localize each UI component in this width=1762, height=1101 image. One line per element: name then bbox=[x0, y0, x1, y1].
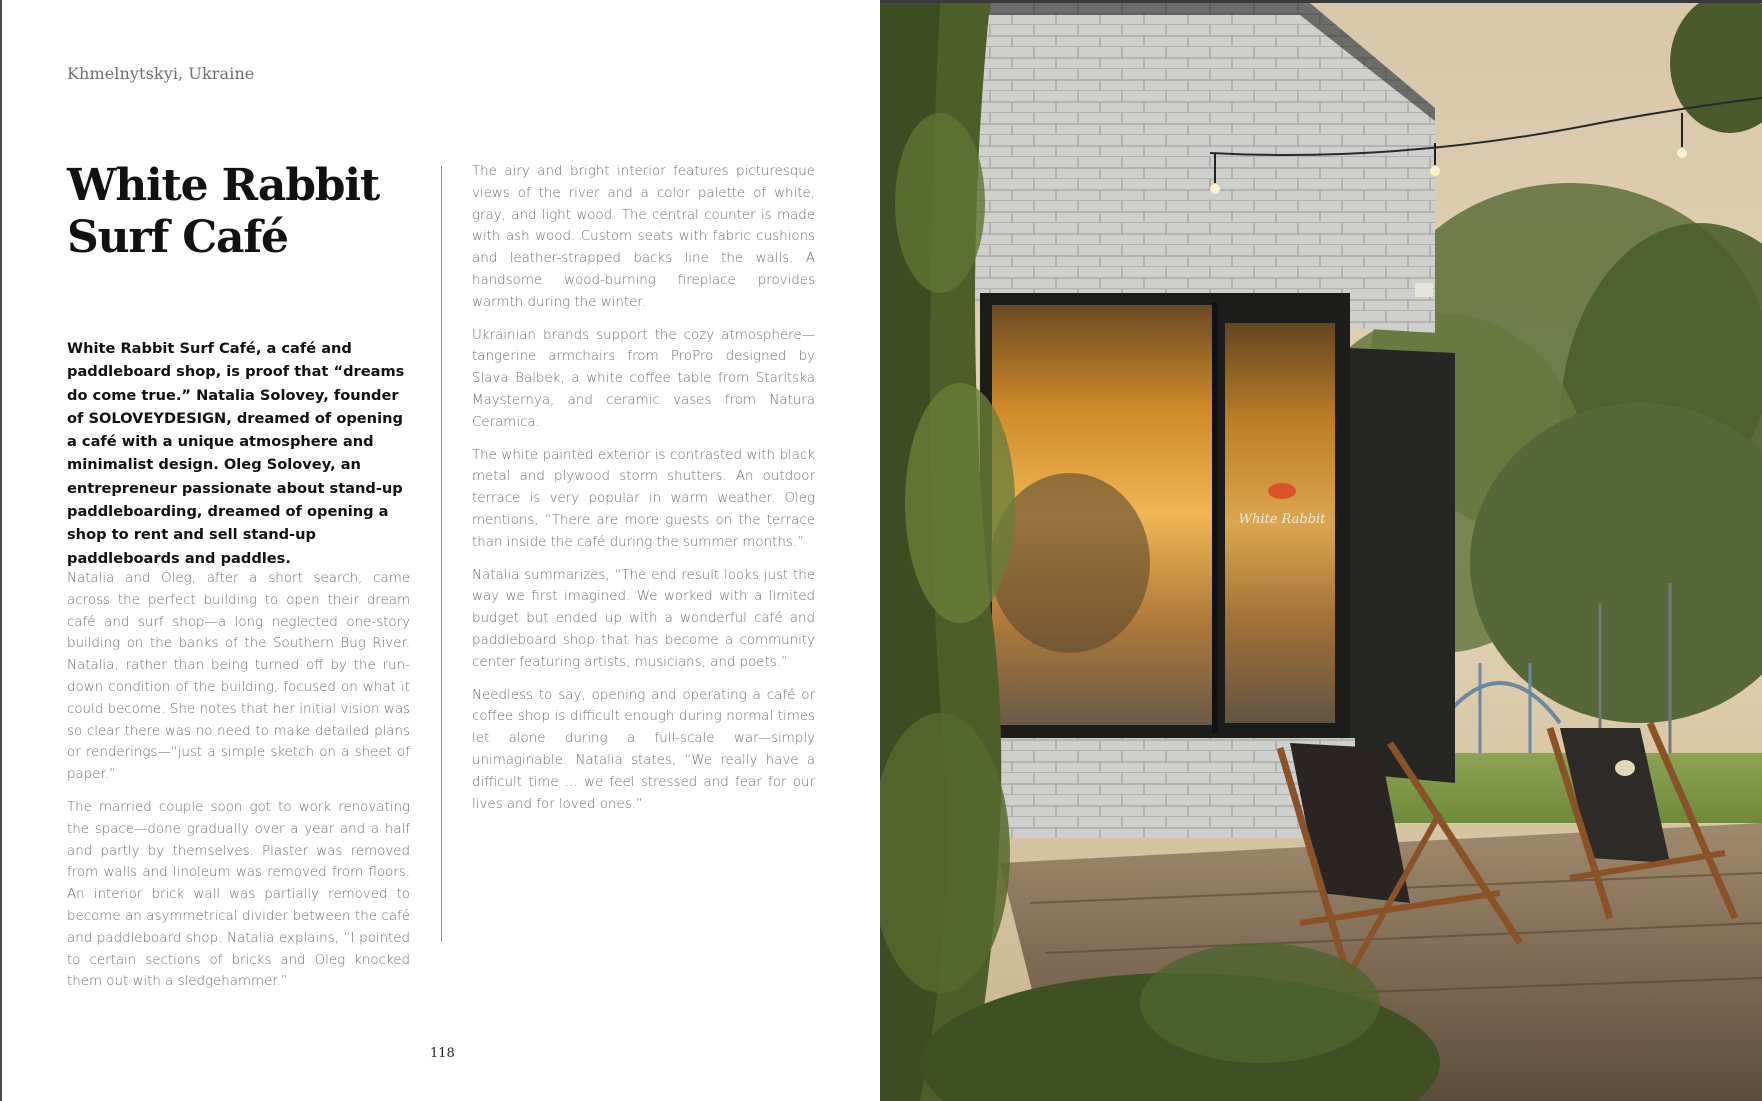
text-page bbox=[0, 0, 880, 1101]
body-paragraph: The airy and bright interior features picturesque views of the river and a color palette of white, gray, and light wood. The central counter is made with ash wood. Custom seats with fabric cushions and leather-strapped backs line the walls. A handsome wood-burning fireplace provides warmth during the winter. bbox=[472, 164, 815, 310]
photo-page bbox=[880, 3, 1762, 1101]
body-paragraph: Ukrainian brands support the cozy atmosphere—tangerine armchairs from ProPro designed by Slava Balbek, a white coffee table from Staritska Maysternya, and ceramic vases from Natura Ceramica. bbox=[472, 327, 815, 430]
left-border bbox=[0, 0, 2, 1101]
page-number: 118 bbox=[430, 1046, 455, 1061]
door-sign-text: White Rabbit bbox=[1238, 512, 1326, 527]
right-text-column bbox=[472, 161, 815, 826]
body-paragraph: Natalia and Oleg, after a short search, came across the perfect building to open their dream café and surf shop—a long neglected one-story building on the banks of the Southern Bug River. Natalia, rather than being turned off by the run-down condition of the building, focused on what it could become. She notes that her initial vision was so clear there was no need to make detailed plans or renderings—“just a simple sketch on a sheet of paper.” bbox=[67, 571, 410, 783]
column-divider bbox=[441, 166, 442, 942]
body-paragraph: Needless to say, opening and operating a café or coffee shop is difficult enough during normal times let alone during a full-scale war—simply unimaginable. Natalia states, “We really have a difficult time ... we feel stressed and fear for our lives and for loved ones.” bbox=[472, 687, 815, 812]
location-label: Khmelnytskyi, Ukraine bbox=[67, 64, 255, 83]
title-line-2: Surf Café bbox=[67, 212, 288, 263]
lead-paragraph: White Rabbit Surf Café, a café and paddleboard shop, is proof that “dreams do come true.” Natalia Solovey, founder of SOLOVEYDESIGN, dreamed of opening a café with a unique atmosphere and minimalist design. Oleg Solovey, an entrepreneur passionate about stand-up paddleboarding, dreamed of opening a shop to rent and sell stand-up paddleboards and paddles. bbox=[67, 340, 405, 567]
cafe-exterior-photo bbox=[880, 3, 1762, 1101]
body-paragraph: The white painted exterior is contrasted with black metal and plywood storm shutters. An outdoor terrace is very popular in warm weather. Oleg mentions, “There are more guests on the terrace than inside the café during the summer months.” bbox=[472, 447, 815, 550]
body-paragraph: The married couple soon got to work renovating the space—done gradually over a year and a half and partly by themselves. Plaster was removed from walls and linoleum was removed from floors. An interior brick wall was partially removed to become an asymmetrical divider between the café and paddleboard shop. Natalia explains, “I pointed to certain sections of bricks and Oleg knocked them out with a sledgehammer.” bbox=[67, 799, 410, 990]
left-text-column bbox=[67, 568, 410, 1004]
body-paragraph: Natalia summarizes, “The end result looks just the way we first imagined. We worked with a limited budget but ended up with a wonderful café and paddleboard shop that has become a community center featuring artists, musicians, and poets.” bbox=[472, 567, 815, 670]
title-line-1: White Rabbit bbox=[67, 160, 380, 211]
article-title bbox=[67, 160, 397, 264]
